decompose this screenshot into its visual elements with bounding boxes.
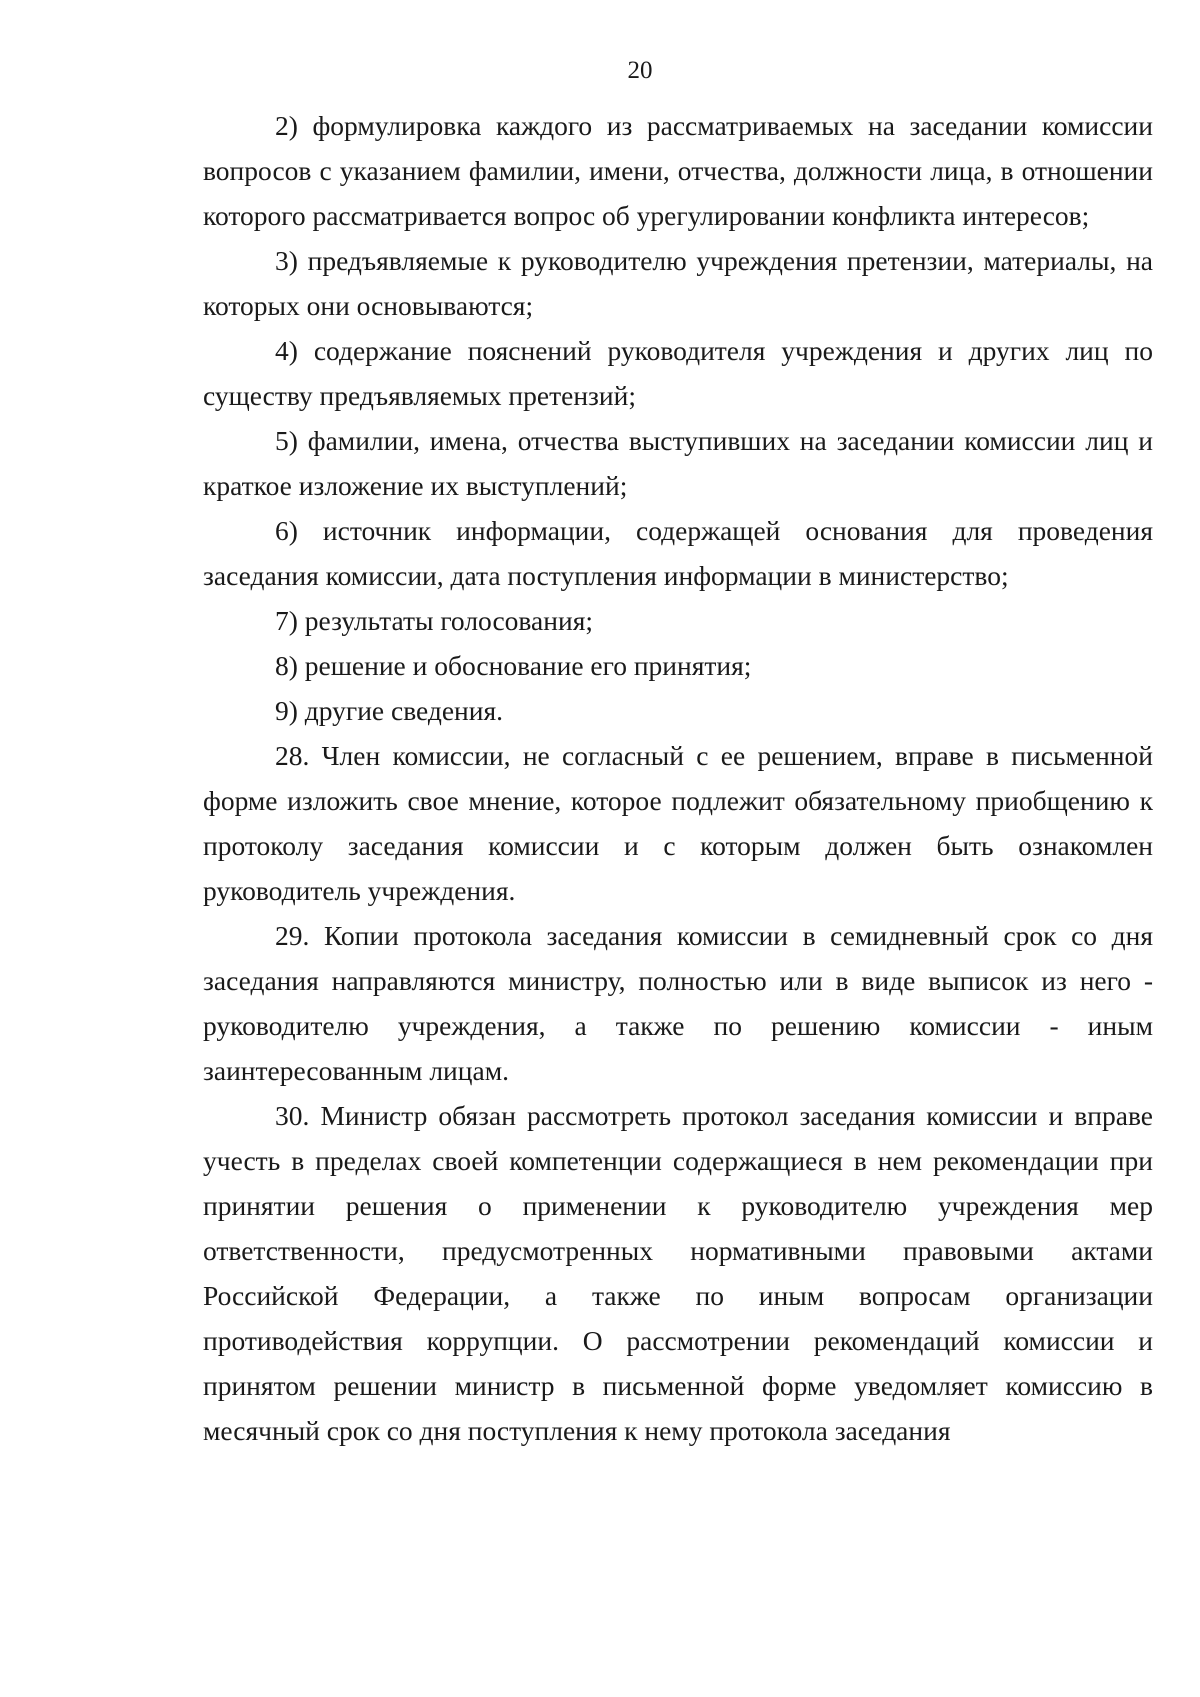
paragraph-item-5: 5) фамилии, имена, отчества выступивших на заседании комиссии лиц и краткое изложение их выступлений; — [203, 425, 1153, 501]
paragraph-item-3: 3) предъявляемые к руководителю учреждения претензии, материалы, на которых они основываются; — [203, 245, 1153, 321]
paragraph-item-4: 4) содержание пояснений руководителя учреждения и других лиц по существу предъявляемых претензий; — [203, 335, 1153, 411]
paragraph-item-9: 9) другие сведения. — [275, 695, 504, 726]
paragraph-30: 30. Министр обязан рассмотреть протокол заседания комиссии и вправе учесть в пределах своей компетенции содержащиеся в нем рекомендации при принятии решения о применении к руководителю учреждения мер ответственности, предусмотренных нормативными правовыми актами Российской Федерации, а также по иным вопросам организации противодействия коррупции. О рассмотрении рекомендаций комиссии и принятом решении министр в письменной форме уведомляет комиссию в месячный срок со дня поступления к нему протокола заседания — [203, 1100, 1153, 1446]
page-number: 20 — [627, 57, 653, 84]
paragraph-item-6: 6) источник информации, содержащей основания для проведения заседания комиссии, дата поступления информации в министерство; — [203, 515, 1153, 591]
paragraph-28: 28. Член комиссии, не согласный с ее решением, вправе в письменной форме изложить свое мнение, которое подлежит обязательному приобщению к протоколу заседания комиссии и с которым должен быть ознакомлен руководитель учреждения. — [203, 740, 1153, 906]
document-body — [203, 103, 1153, 1453]
paragraph-item-8: 8) решение и обоснование его принятия; — [275, 650, 752, 681]
paragraph-29: 29. Копии протокола заседания комиссии в семидневный срок со дня заседания направляются министру, полностью или в виде выписок из него - руководителю учреждения, а также по решению комиссии - иным заинтересованным лицам. — [203, 920, 1153, 1086]
paragraph-item-7: 7) результаты голосования; — [275, 605, 593, 636]
paragraph-item-2: 2) формулировка каждого из рассматриваемых на заседании комиссии вопросов с указанием фамилии, имени, отчества, должности лица, в отношении которого рассматривается вопрос об урегулировании конфликта интересов; — [203, 110, 1153, 231]
